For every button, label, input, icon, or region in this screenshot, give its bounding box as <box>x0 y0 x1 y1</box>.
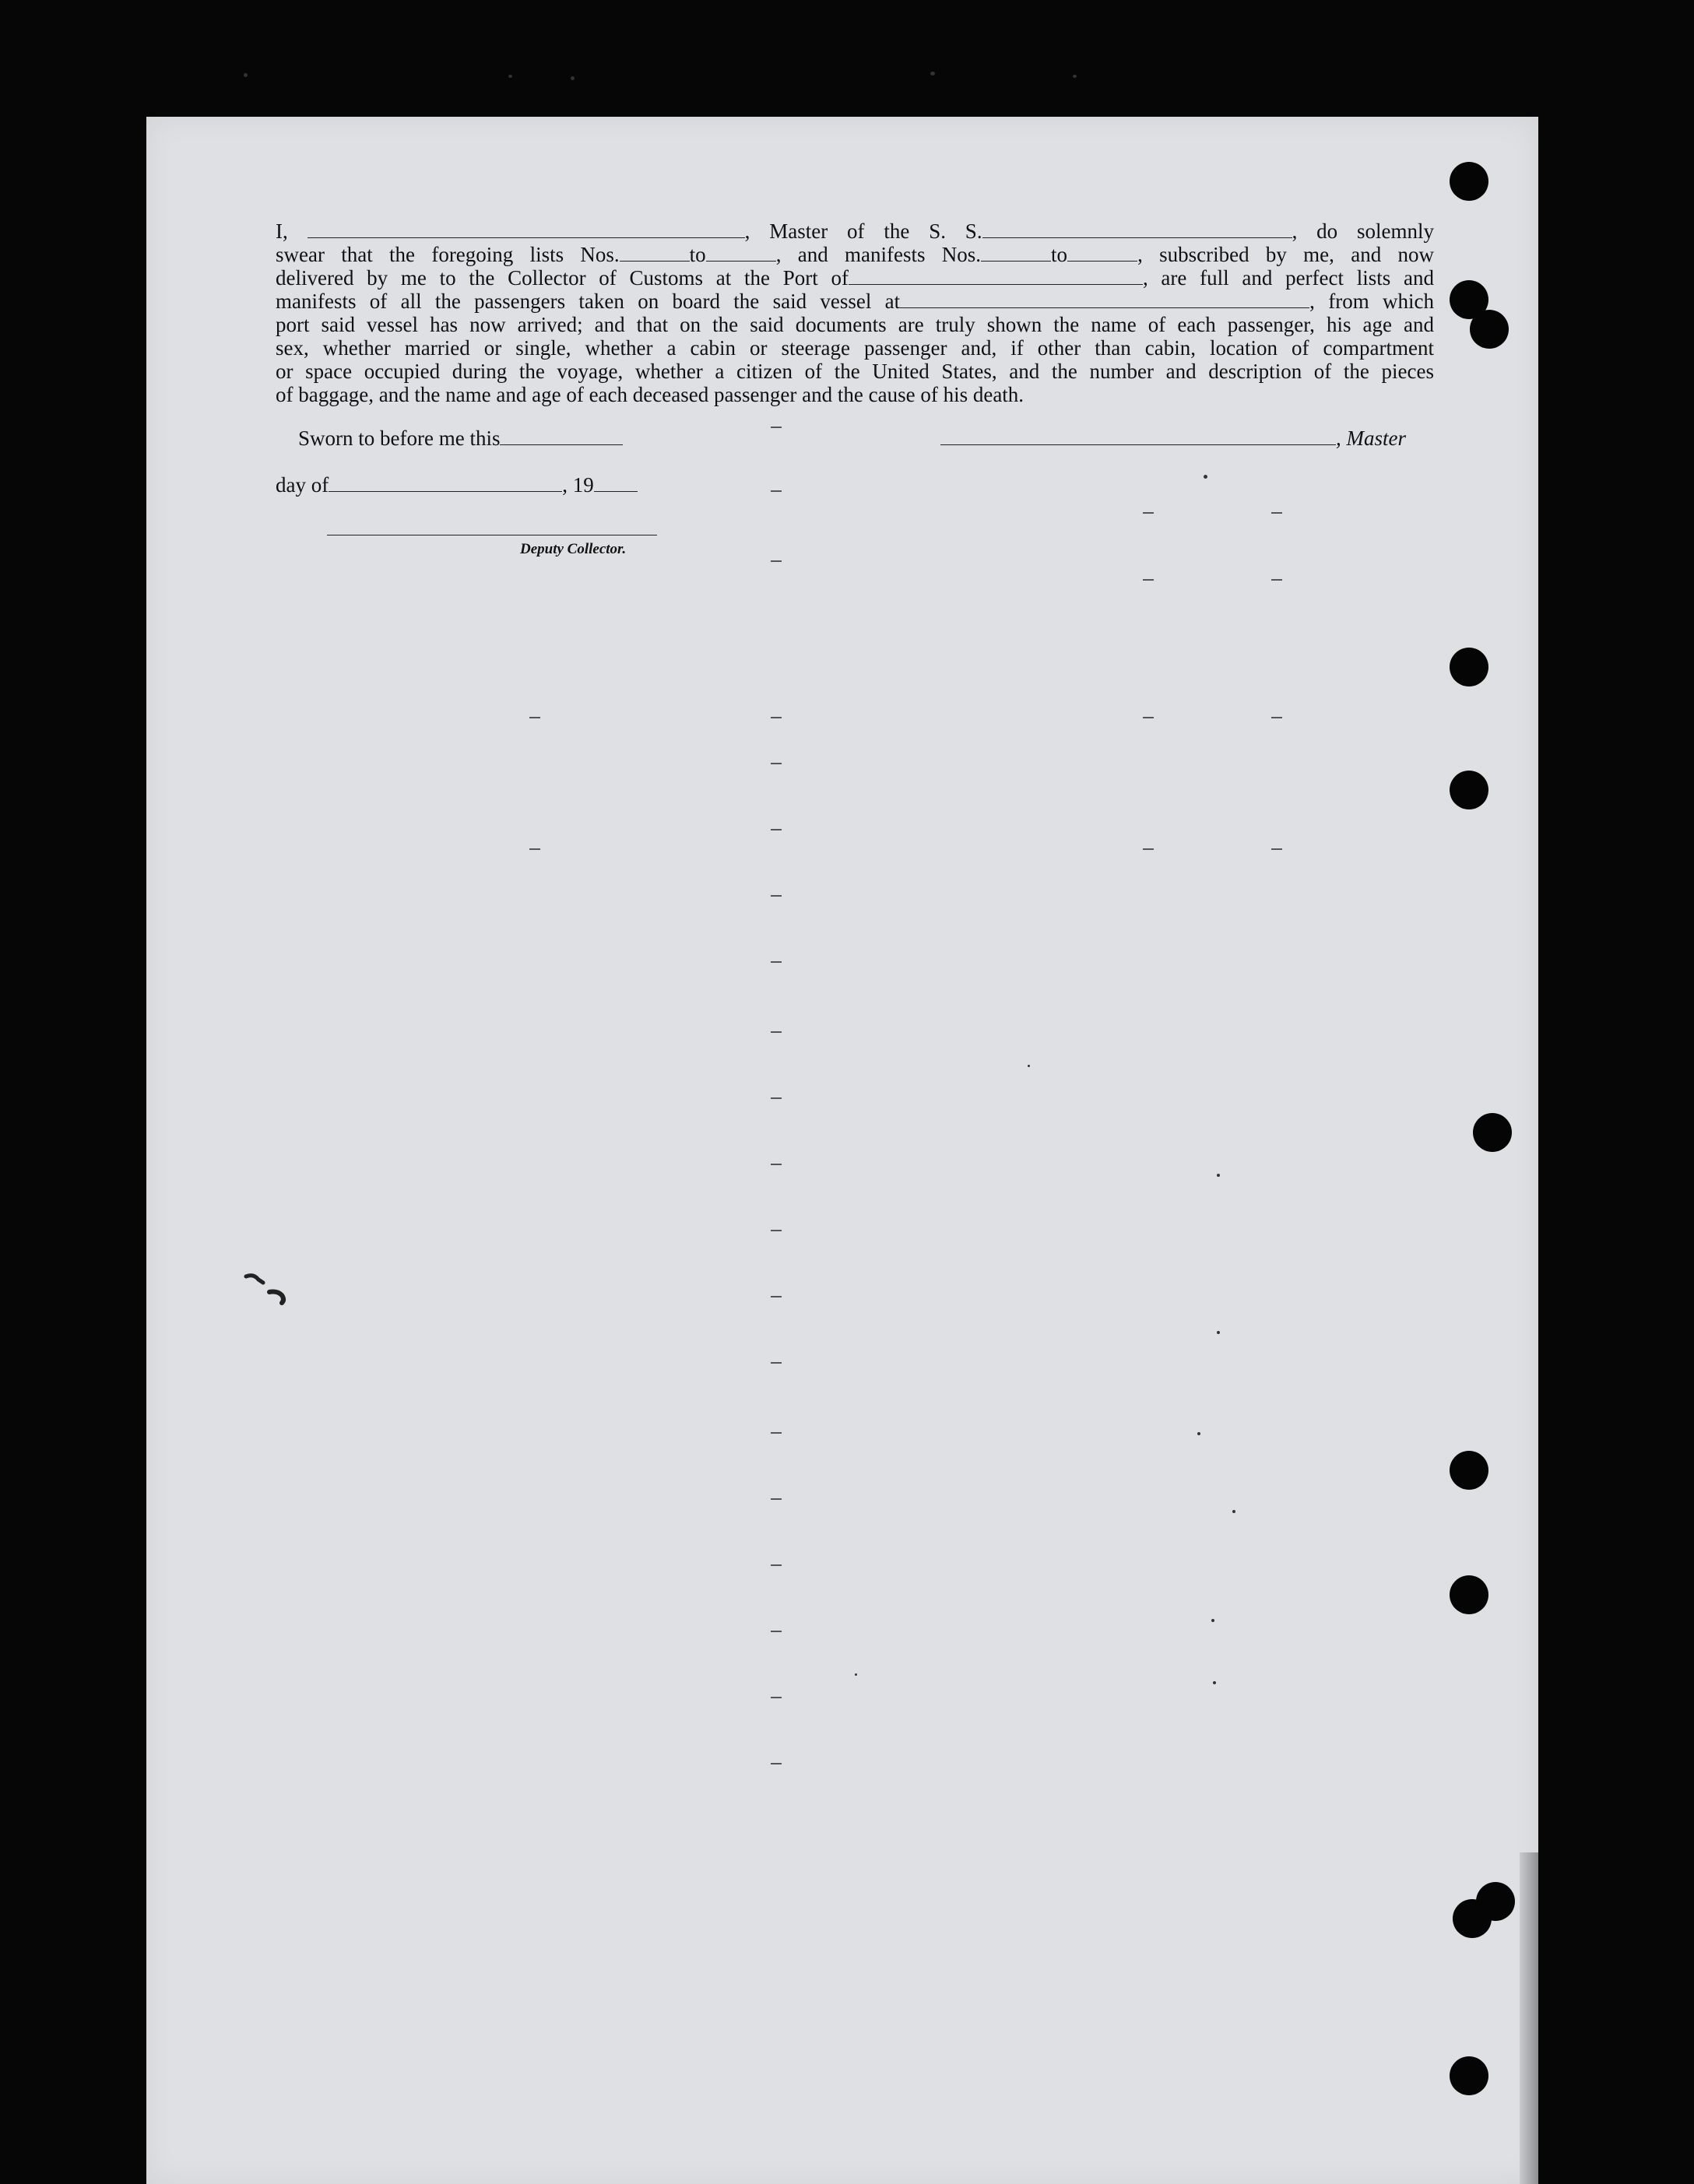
year-blank <box>594 474 638 492</box>
oath-line-5: port said vessel has now arrived; and that on the said documents are truly shown the name of each passenger, his age and <box>276 313 1434 336</box>
day-of-row <box>276 473 638 497</box>
speck <box>930 72 935 75</box>
faint-dash <box>1143 848 1154 850</box>
oath-line-6: sex, whether married or single, whether a cabin or steerage passenger and, if other than cabin, location of compartment <box>276 336 1434 360</box>
faint-dash <box>771 1697 782 1698</box>
day-of-label: day of <box>276 473 329 497</box>
list-to-blank <box>706 244 776 262</box>
faint-dash <box>771 763 782 764</box>
master-signature-row <box>940 427 1406 451</box>
oath-word: , from which <box>1309 290 1434 313</box>
punch-hole <box>1450 648 1488 686</box>
sworn-day-blank <box>500 427 623 445</box>
speck <box>1073 75 1077 78</box>
faint-dash <box>529 717 540 718</box>
speck <box>1217 1174 1220 1177</box>
deputy-collector-caption: Deputy Collector. <box>520 541 627 557</box>
sworn-row <box>298 427 623 451</box>
faint-dash <box>771 829 782 830</box>
speck <box>508 75 512 78</box>
port-of-departure-blank <box>900 290 1309 308</box>
speck <box>1217 1331 1220 1334</box>
faint-dash <box>771 1296 782 1297</box>
oath-word: delivered by me to the Collector of Customs at the Port of <box>276 266 849 290</box>
list-from-blank <box>620 244 690 262</box>
ink-smudge <box>243 1269 305 1315</box>
oath-word: , are full and perfect lists and <box>1142 266 1434 290</box>
faint-dash <box>1143 579 1154 581</box>
master-name-blank <box>308 220 745 238</box>
year-label: , 19 <box>562 473 594 497</box>
faint-dash <box>771 895 782 897</box>
oath-word: to <box>689 243 706 266</box>
faint-dash <box>1271 848 1282 850</box>
manifest-to-blank <box>1067 244 1137 262</box>
punch-hole <box>1453 1899 1492 1938</box>
faint-dash <box>771 1432 782 1434</box>
speck <box>571 76 575 80</box>
speck <box>1232 1510 1235 1513</box>
speck <box>1204 475 1207 479</box>
faint-dash <box>771 560 782 562</box>
oath-word: , and manifests Nos. <box>775 243 982 266</box>
faint-dash <box>771 490 782 492</box>
faint-dash <box>771 1763 782 1764</box>
oath-word: , Master of the S. S. <box>744 219 982 243</box>
oath-word: , do solemnly <box>1292 219 1435 243</box>
sworn-label: Sworn to before me this <box>298 427 501 450</box>
faint-dash <box>1271 579 1282 581</box>
faint-dash <box>771 1164 782 1165</box>
master-signature-line <box>940 427 1336 445</box>
oath-word: manifests of all the passengers taken on board the said vessel at <box>276 290 901 313</box>
faint-dash <box>771 1498 782 1500</box>
speck <box>855 1673 857 1676</box>
punch-hole <box>1470 310 1509 349</box>
faint-dash <box>771 1230 782 1231</box>
faint-dash <box>529 848 540 850</box>
faint-dash <box>771 717 782 718</box>
speck <box>1028 1065 1030 1067</box>
oath-line-7: or space occupied during the voyage, whether a citizen of the United States, and the number and description of the pieces <box>276 360 1434 383</box>
speck <box>1197 1432 1200 1435</box>
oath-line-3 <box>276 266 1434 290</box>
faint-dash <box>1271 512 1282 514</box>
oath-line-8: of baggage, and the name and age of each deceased passenger and the cause of his death. <box>276 383 1024 406</box>
faint-dash <box>771 1564 782 1566</box>
speck <box>1213 1681 1216 1684</box>
oath-word: to <box>1051 243 1068 266</box>
document-page <box>146 117 1538 2184</box>
faint-dash <box>771 1631 782 1632</box>
oath-word: I, <box>276 219 288 243</box>
faint-dash <box>771 1031 782 1033</box>
faint-dash <box>771 427 782 428</box>
oath-line-2 <box>276 243 1434 266</box>
faint-dash <box>1143 512 1154 514</box>
oath-paragraph <box>276 219 1434 406</box>
punch-hole <box>1450 1451 1488 1490</box>
punch-hole <box>1450 2056 1488 2095</box>
faint-dash <box>1271 717 1282 718</box>
ship-name-blank <box>982 220 1292 238</box>
speck <box>1211 1619 1214 1622</box>
punch-hole <box>1473 1113 1512 1152</box>
month-blank <box>329 474 562 492</box>
page-edge-shadow <box>1520 1852 1538 2184</box>
manifest-from-blank <box>981 244 1051 262</box>
punch-hole <box>1450 162 1488 201</box>
punch-hole <box>1450 771 1488 809</box>
oath-word: swear that the foregoing lists Nos. <box>276 243 620 266</box>
oath-line-4 <box>276 290 1434 313</box>
speck <box>244 73 248 77</box>
oath-word: , subscribed by me, and now <box>1137 243 1434 266</box>
punch-hole <box>1450 1575 1488 1614</box>
faint-dash <box>771 961 782 963</box>
faint-dash <box>771 1097 782 1099</box>
faint-dash <box>771 1362 782 1364</box>
master-label: , Master <box>1336 427 1406 450</box>
oath-line-1 <box>276 219 1434 243</box>
port-blank <box>849 267 1143 285</box>
faint-dash <box>1143 717 1154 718</box>
